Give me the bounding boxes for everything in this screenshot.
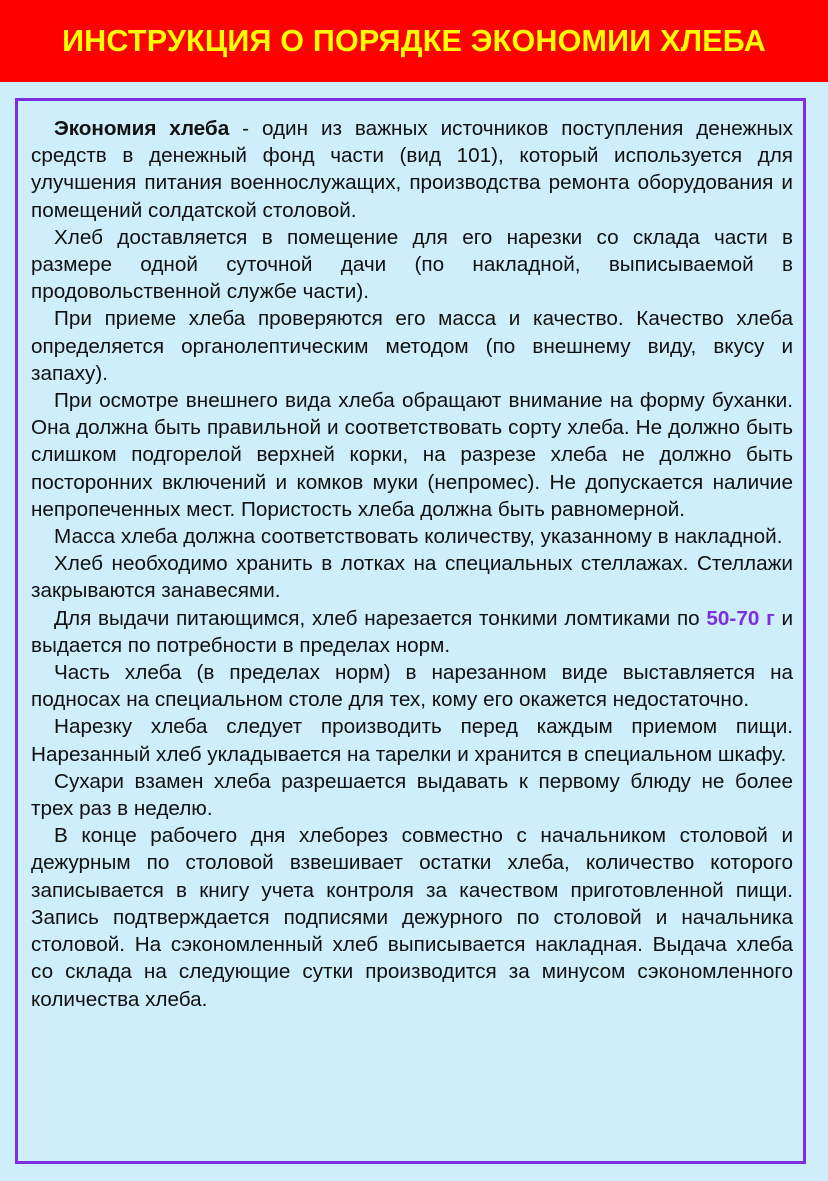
paragraph-rusks: Сухари взамен хлеба разрешается выдавать к первому блюду не более трех раз в неделю. [31,769,793,821]
paragraph-slicing [31,605,793,659]
paragraph-end-of-day: В конце рабочего дня хлеборез совместно с начальником столовой и дежурным по столовой взвешивает остатки хлеба, количество которого записывается в книгу учета контроля за качеством приготовленной пищи. Запись подтверждается подписями дежурного по столовой и начальника столовой. На сэкономленный хлеб выписывается накладная. Выдача хлеба со склада на следующие сутки производится за минусом сэкономленного количества хлеба. [31,824,793,1011]
paragraph-text: Для выдачи питающимся, хлеб нарезается тонкими ломтиками по [54,606,707,630]
paragraph-inspection: При осмотре внешнего вида хлеба обращают внимание на форму буханки. Она должна быть правильной и соответствовать сорту хлеба. Не должно быть слишком подгорелой верхней корки, на разрезе хлеба не должно быть посторонних включений и комков муки (непромес). Не допускается наличие непропеченных мест. Пористость хлеба должна быть равномерной. [31,389,793,521]
paragraph-storage: Хлеб необходимо хранить в лотках на специальных стеллажах. Стеллажи закрываются занавесями. [31,552,793,603]
paragraph-serving-table: Часть хлеба (в пределах норм) в нарезанном виде выставляется на подносах на специальном столе для тех, кому его окажется недостаточно. [31,661,793,712]
header-banner [0,0,828,82]
paragraph-delivery: Хлеб доставляется в помещение для его нарезки со склада части в размере одной суточной дачи (по накладной, выписываемой в продовольственной службе части). [31,225,793,304]
slice-weight-highlight: 50-70 г [706,606,775,630]
page-title: ИНСТРУКЦИЯ О ПОРЯДКЕ ЭКОНОМИИ ХЛЕБА [62,23,766,58]
paragraph-text: и выдается по потребности в пределах норм. [31,606,794,657]
term-bread-economy: Экономия хлеба [54,117,230,140]
paragraph-cutting-time: Нарезку хлеба следует производить перед каждым приемом пищи. Нарезанный хлеб укладывается на тарелки и хранится в специальном шкафу. [31,715,793,766]
paragraph-bread-economy [31,115,793,224]
paragraph-acceptance: При приеме хлеба проверяются его масса и качество. Качество хлеба определяется органолептическим методом (по внешнему виду, вкусу и запаху). [31,307,793,385]
paragraph-mass: Масса хлеба должна соответствовать количеству, указанному в накладной. [54,525,783,549]
paragraph-text: - один из важных источников поступления денежных средств в денежный фонд части (вид 101), который используется для улучшения питания военнослужащих, производства ремонта оборудования и помещений солдатской столовой. [31,117,793,222]
content-frame [15,98,806,1164]
